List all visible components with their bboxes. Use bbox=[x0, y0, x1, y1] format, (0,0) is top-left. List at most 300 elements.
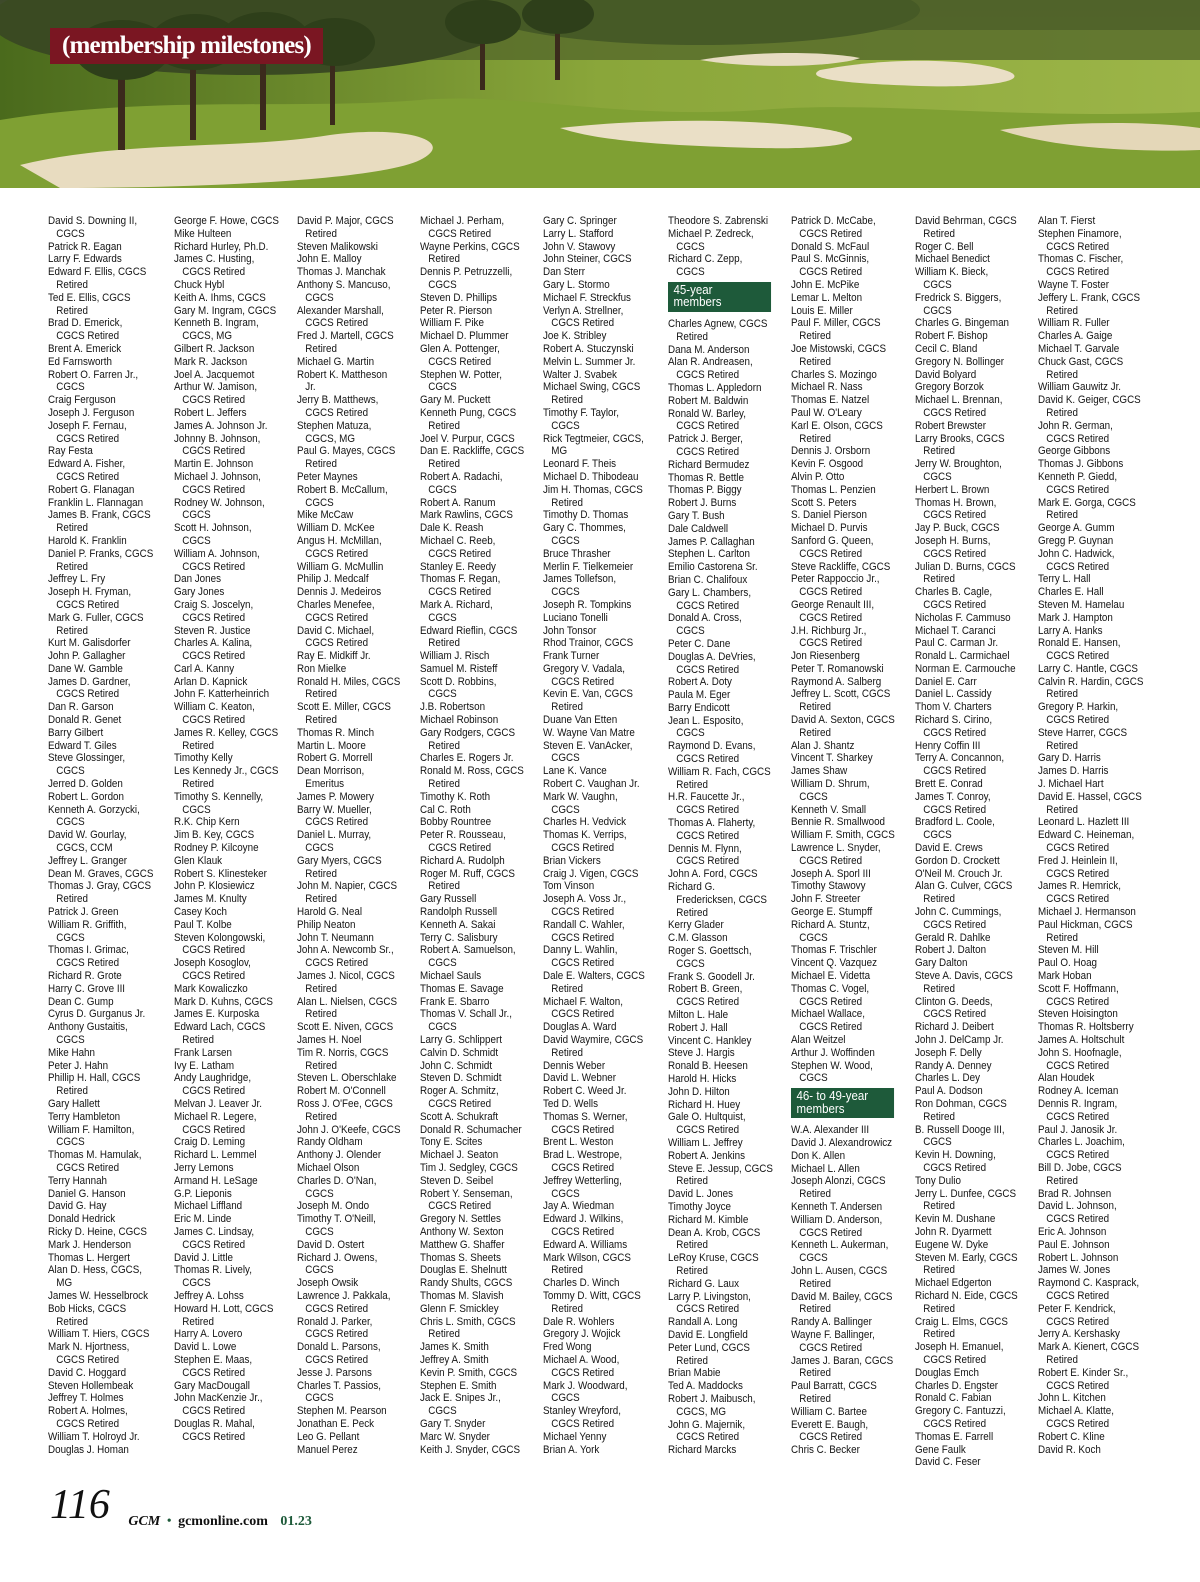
member-name: Jonathan E. Peck bbox=[297, 1417, 375, 1430]
member-name: Duane Van Etten bbox=[543, 714, 618, 727]
member-name: Stephen E. Smith bbox=[420, 1379, 497, 1392]
member-name: Peter F. Kendrick, bbox=[1038, 1302, 1116, 1315]
member-entry bbox=[915, 1252, 1025, 1278]
member-name: David Waymire, CGCS bbox=[543, 1034, 644, 1046]
member-entry bbox=[915, 1316, 1025, 1342]
member-name: Craig Ferguson bbox=[48, 394, 116, 407]
member-name: Cecil C. Bland bbox=[915, 342, 978, 355]
member-entry bbox=[297, 919, 407, 932]
member-name: Kevin P. Smith, CGCS bbox=[420, 1366, 518, 1379]
member-entry bbox=[791, 561, 901, 574]
member-name: Mark Hoban bbox=[1038, 970, 1092, 983]
member-entry bbox=[543, 996, 653, 1022]
member-name: Paul Hickman, CGCS bbox=[1038, 918, 1133, 931]
member-name: Gordon D. Crockett bbox=[915, 854, 1000, 867]
member-credential: CGCS bbox=[799, 1072, 828, 1085]
member-entry bbox=[420, 1136, 530, 1149]
member-entry bbox=[791, 970, 901, 983]
member-name: Rodney A. Iceman bbox=[1038, 1085, 1119, 1098]
member-entry bbox=[791, 420, 901, 446]
member-name: Randy A. Denney bbox=[915, 1059, 992, 1072]
member-name: Alan T. Fierst bbox=[1038, 215, 1096, 227]
member-name: Larry Brooks, CGCS bbox=[915, 432, 1005, 445]
member-entry bbox=[297, 932, 407, 945]
member-name: Joseph M. Ondo bbox=[297, 1200, 370, 1213]
member-credential: Retired bbox=[305, 982, 337, 995]
member-name: William R. Fuller bbox=[1038, 317, 1110, 330]
member-entry bbox=[1038, 1188, 1148, 1201]
member-name: Dennis R. Ingram, bbox=[1038, 1097, 1118, 1110]
member-entry bbox=[174, 1380, 284, 1393]
member-entry bbox=[297, 625, 407, 651]
member-credential: Retired bbox=[1046, 1353, 1078, 1366]
member-entry bbox=[668, 676, 778, 689]
member-credential: CGCS Retired bbox=[676, 753, 740, 766]
member-name: Joseph F. Delly bbox=[915, 1046, 982, 1059]
member-name: Peter C. Dane bbox=[668, 637, 731, 650]
member-name: Peter Rappoccio Jr., bbox=[791, 573, 880, 586]
member-credential: CGCS bbox=[676, 957, 705, 970]
member-entry bbox=[915, 1341, 1025, 1367]
member-entry bbox=[791, 919, 901, 945]
member-name: Steven L. Oberschlake bbox=[297, 1072, 397, 1085]
member-credential: Retired bbox=[428, 419, 460, 432]
member-entry bbox=[420, 765, 530, 791]
member-credential: CGCS bbox=[56, 381, 85, 394]
member-name: Jay P. Buck, CGCS bbox=[915, 522, 1000, 535]
member-column bbox=[1038, 215, 1148, 1456]
member-name: Robert A. Jenkins bbox=[668, 1149, 746, 1162]
member-name: Stephen L. Carlton bbox=[668, 548, 750, 561]
member-name: Mike Hulteen bbox=[174, 227, 232, 240]
member-credential: Retired bbox=[676, 330, 708, 343]
member-entry bbox=[48, 1252, 158, 1265]
member-name: Michael P. Zedreck, bbox=[668, 227, 754, 240]
member-entry bbox=[420, 509, 530, 522]
member-entry bbox=[915, 381, 1025, 394]
member-entry bbox=[1038, 522, 1148, 535]
member-entry bbox=[420, 983, 530, 996]
section-heading-line: 45-year bbox=[673, 282, 713, 297]
member-credential: CGCS bbox=[182, 1277, 211, 1290]
member-name: Kurt M. Galisdorfer bbox=[48, 637, 131, 650]
member-entry bbox=[668, 228, 778, 254]
member-entry bbox=[297, 663, 407, 676]
member-credential: CGCS Retired bbox=[1046, 1417, 1110, 1430]
member-name: Donald Hedrick bbox=[48, 1213, 116, 1226]
member-name: Lawrence L. Snyder, bbox=[791, 842, 881, 855]
member-name: Charles Agnew, CGCS bbox=[668, 317, 768, 330]
member-entry bbox=[543, 1316, 653, 1329]
member-name: Bobby Rountree bbox=[420, 816, 492, 829]
member-name: Douglas A. Ward bbox=[543, 1021, 617, 1034]
member-entry bbox=[420, 1380, 530, 1393]
member-name: Carl A. Kanny bbox=[174, 662, 235, 675]
member-name: Edward Lach, CGCS bbox=[174, 1021, 266, 1034]
member-entry bbox=[668, 1060, 778, 1073]
member-entry bbox=[420, 650, 530, 663]
member-entry bbox=[543, 458, 653, 471]
member-entry bbox=[297, 727, 407, 740]
member-name: James B. Frank, CGCS bbox=[48, 509, 151, 522]
member-credential: Retired bbox=[923, 573, 955, 586]
member-entry bbox=[668, 702, 778, 715]
member-entry bbox=[174, 842, 284, 855]
member-credential: Retired bbox=[56, 304, 88, 317]
member-entry bbox=[791, 1214, 901, 1240]
member-entry bbox=[915, 1456, 1025, 1469]
member-entry bbox=[297, 1034, 407, 1047]
member-entry bbox=[297, 1021, 407, 1034]
member-entry bbox=[791, 458, 901, 471]
member-name: Emilio Castorena Sr. bbox=[668, 561, 758, 574]
member-name: William D. McKee bbox=[297, 522, 375, 535]
member-name: Steve E. Jessup, CGCS bbox=[668, 1162, 773, 1175]
member-credential: CGCS Retired bbox=[1046, 842, 1110, 855]
member-name: Robert J. Hall bbox=[668, 1021, 728, 1034]
member-name: Paul F. Miller, CGCS bbox=[791, 317, 881, 330]
member-name: Bennie R. Smallwood bbox=[791, 816, 886, 829]
member-name: Patrick R. Eagan bbox=[48, 240, 122, 253]
member-name: James W. Jones bbox=[1038, 1264, 1111, 1277]
member-entry bbox=[174, 906, 284, 919]
member-entry bbox=[791, 1265, 901, 1291]
member-entry bbox=[297, 1124, 407, 1137]
member-entry bbox=[791, 804, 901, 817]
member-entry bbox=[297, 394, 407, 420]
issue-date: 01.23 bbox=[280, 1514, 312, 1529]
member-entry bbox=[791, 599, 901, 625]
member-name: Mark Wilson, CGCS bbox=[543, 1251, 631, 1264]
member-entry bbox=[48, 1188, 158, 1201]
member-entry bbox=[791, 880, 901, 893]
member-entry bbox=[1038, 1392, 1148, 1405]
member-entry bbox=[174, 701, 284, 727]
member-entry bbox=[48, 1264, 158, 1290]
member-name: Timothy T. O'Neill, bbox=[297, 1213, 376, 1226]
member-entry bbox=[791, 343, 901, 369]
member-name: Patrick D. McCabe, bbox=[791, 215, 876, 227]
member-entry bbox=[297, 1277, 407, 1290]
member-name: George A. Gumm bbox=[1038, 522, 1115, 535]
member-name: Eric M. Linde bbox=[174, 1213, 232, 1226]
member-credential: CGCS Retired bbox=[305, 637, 369, 650]
member-name: Larry A. Hanks bbox=[1038, 624, 1103, 637]
member-entry bbox=[543, 868, 653, 881]
member-name: Charles D. Winch bbox=[543, 1277, 620, 1290]
member-entry bbox=[915, 650, 1025, 663]
member-entry bbox=[1038, 1047, 1148, 1073]
member-name: Julian D. Burns, CGCS bbox=[915, 560, 1016, 573]
member-name: Edward Rieflin, CGCS bbox=[420, 624, 518, 637]
member-credential: Retired bbox=[676, 1264, 708, 1277]
member-name: Armand H. LeSage bbox=[174, 1174, 258, 1187]
member-name: Richard M. Kimble bbox=[668, 1213, 749, 1226]
member-credential: CGCS Retired bbox=[305, 1302, 369, 1315]
member-name: R.K. Chip Kern bbox=[174, 816, 240, 829]
member-credential: MG bbox=[56, 1277, 73, 1290]
member-name: Dennis Weber bbox=[543, 1059, 606, 1072]
member-name: Steve A. Davis, CGCS bbox=[915, 970, 1013, 983]
member-name: Michael J. Hermanson bbox=[1038, 906, 1136, 919]
member-entry bbox=[791, 509, 901, 522]
member-entry bbox=[420, 1213, 530, 1226]
member-name: Thomas A. Flaherty, bbox=[668, 817, 756, 830]
member-entry bbox=[174, 253, 284, 279]
member-entry bbox=[174, 356, 284, 369]
member-entry bbox=[543, 266, 653, 279]
member-entry bbox=[668, 472, 778, 485]
member-name: Michael F. Streckfus bbox=[543, 291, 631, 304]
member-column bbox=[420, 215, 530, 1456]
member-credential: CGCS Retired bbox=[56, 1417, 120, 1430]
member-entry bbox=[420, 970, 530, 983]
member-name: George Renault III, bbox=[791, 598, 875, 611]
member-name: Scott S. Peters bbox=[791, 496, 857, 509]
member-name: Johnny B. Johnson, bbox=[174, 432, 261, 445]
member-credential: Retired bbox=[428, 637, 460, 650]
member-name: Ted D. Wells bbox=[543, 1097, 599, 1110]
member-entry bbox=[543, 561, 653, 574]
website-link[interactable]: gcmonline.com bbox=[178, 1514, 268, 1529]
member-name: Brent A. Emerick bbox=[48, 342, 122, 355]
member-entry bbox=[174, 829, 284, 842]
member-name: Lemar L. Melton bbox=[791, 291, 863, 304]
member-name: Charles T. Passios, bbox=[297, 1379, 381, 1392]
member-entry bbox=[420, 816, 530, 829]
member-entry bbox=[1038, 471, 1148, 497]
member-entry bbox=[543, 944, 653, 970]
member-entry bbox=[48, 535, 158, 548]
member-name: Edward A. Williams bbox=[543, 1238, 628, 1251]
member-entry bbox=[174, 625, 284, 638]
member-entry bbox=[915, 1098, 1025, 1124]
member-entry bbox=[915, 1060, 1025, 1073]
member-name: James R. Kelley, CGCS bbox=[174, 726, 279, 739]
member-name: Bradford L. Coole, bbox=[915, 816, 995, 829]
member-name: Norman E. Carmouche bbox=[915, 662, 1016, 675]
member-name: David G. Hay bbox=[48, 1200, 107, 1213]
member-credential: CGCS Retired bbox=[305, 957, 369, 970]
member-name: Frank Turner bbox=[543, 650, 600, 663]
member-name: Thomas J. Manchak bbox=[297, 266, 386, 279]
member-entry bbox=[668, 638, 778, 651]
member-name: Danny L. Wahlin, bbox=[543, 944, 618, 957]
member-name: Barry Gilbert bbox=[48, 726, 104, 739]
member-entry bbox=[297, 1444, 407, 1457]
member-entry bbox=[297, 1431, 407, 1444]
member-name: Tommy D. Witt, CGCS bbox=[543, 1289, 641, 1302]
member-name: Robert G. Morrell bbox=[297, 752, 373, 765]
member-entry bbox=[668, 971, 778, 984]
member-entry bbox=[791, 829, 901, 842]
member-credential: Retired bbox=[923, 445, 955, 458]
member-name: Gary L. Stormo bbox=[543, 278, 610, 291]
member-entry bbox=[174, 1418, 284, 1444]
member-entry bbox=[1038, 1303, 1148, 1329]
section-heading bbox=[668, 282, 771, 312]
member-entry bbox=[1038, 906, 1148, 919]
member-entry bbox=[1038, 573, 1148, 586]
member-name: Charles A. Gaige bbox=[1038, 330, 1113, 343]
member-credential: CGCS Retired bbox=[428, 842, 492, 855]
member-entry bbox=[420, 944, 530, 970]
member-name: Ray Festa bbox=[48, 445, 93, 458]
member-entry bbox=[668, 740, 778, 766]
member-credential: CGCS bbox=[923, 470, 952, 483]
member-entry bbox=[48, 944, 158, 970]
member-entry bbox=[543, 1380, 653, 1406]
member-credential: CGCS bbox=[799, 931, 828, 944]
member-entry bbox=[174, 983, 284, 996]
member-name: Alan Houdek bbox=[1038, 1072, 1095, 1085]
member-entry bbox=[297, 791, 407, 804]
member-credential: CGCS Retired bbox=[1046, 1110, 1110, 1123]
member-name: Thomas R. Holtsberry bbox=[1038, 1021, 1134, 1034]
member-name: Alvin P. Otto bbox=[791, 470, 845, 483]
member-entry bbox=[297, 215, 407, 241]
member-name: Phillip H. Hall, CGCS bbox=[48, 1072, 141, 1085]
member-entry bbox=[297, 330, 407, 356]
member-entry bbox=[48, 317, 158, 343]
member-entry bbox=[1038, 1226, 1148, 1239]
member-name: Jerry W. Broughton, bbox=[915, 458, 1002, 471]
member-name: Milton L. Hale bbox=[668, 1009, 729, 1022]
member-entry bbox=[174, 1328, 284, 1341]
member-credential: CGCS Retired bbox=[182, 1366, 246, 1379]
member-name: John E. Malloy bbox=[297, 253, 362, 266]
member-name: Brian Mabie bbox=[668, 1367, 721, 1380]
member-name: Steve Rackliffe, CGCS bbox=[791, 560, 891, 573]
member-entry bbox=[297, 1149, 407, 1162]
member-entry bbox=[48, 1431, 158, 1444]
member-name: Ronald W. Barley, bbox=[668, 407, 746, 420]
member-entry bbox=[420, 1175, 530, 1188]
member-name: Thomas L. Penzien bbox=[791, 483, 876, 496]
member-name: Steven M. Hamelau bbox=[1038, 598, 1125, 611]
member-entry bbox=[543, 228, 653, 241]
member-entry bbox=[915, 292, 1025, 318]
member-entry bbox=[791, 241, 901, 254]
member-name: Thom V. Charters bbox=[915, 701, 992, 714]
member-name: Charles E. Hall bbox=[1038, 586, 1104, 599]
member-entry bbox=[915, 906, 1025, 932]
member-entry bbox=[48, 369, 158, 395]
member-name: Edward A. Fisher, bbox=[48, 458, 126, 471]
member-name: Martin E. Johnson bbox=[174, 458, 254, 471]
member-credential: Retired bbox=[551, 982, 583, 995]
member-entry bbox=[420, 292, 530, 305]
member-name: Anthony S. Mancuso, bbox=[297, 278, 391, 291]
member-name: Richard Hurley, Ph.D. bbox=[174, 240, 269, 253]
member-entry bbox=[174, 497, 284, 523]
member-name: Paul W. O'Leary bbox=[791, 406, 862, 419]
member-name: Michael R. Legere, bbox=[174, 1110, 257, 1123]
member-name: Everett E. Baugh, bbox=[791, 1418, 869, 1431]
member-entry bbox=[543, 522, 653, 548]
member-entry bbox=[48, 1047, 158, 1060]
member-entry bbox=[791, 484, 901, 497]
member-entry bbox=[668, 817, 778, 843]
member-entry bbox=[543, 1175, 653, 1201]
member-name: William K. Bieck, bbox=[915, 266, 989, 279]
member-entry bbox=[543, 433, 653, 459]
member-entry bbox=[668, 1150, 778, 1163]
member-name: Thomas E. Natzel bbox=[791, 394, 870, 407]
member-name: Clinton G. Deeds, bbox=[915, 995, 993, 1008]
member-name: Joseph R. Tompkins bbox=[543, 598, 632, 611]
member-name: James R. Hemrick, bbox=[1038, 880, 1122, 893]
member-entry bbox=[174, 663, 284, 676]
member-entry bbox=[668, 715, 778, 741]
member-name: Ronald C. Fabian bbox=[915, 1392, 992, 1405]
member-entry bbox=[668, 932, 778, 945]
member-entry bbox=[174, 1188, 284, 1201]
member-credential: CGCS Retired bbox=[56, 330, 120, 343]
member-name: Alan R. Andreasen, bbox=[668, 356, 753, 369]
member-credential: CGCS Retired bbox=[923, 406, 987, 419]
member-name: Dale R. Wohlers bbox=[543, 1315, 615, 1328]
member-name: Ronald E. Hansen, bbox=[1038, 637, 1121, 650]
member-name: William F. Smith, CGCS bbox=[791, 829, 895, 842]
member-name: Michael Liffland bbox=[174, 1200, 243, 1213]
member-name: Gary Jones bbox=[174, 586, 225, 599]
member-credential: CGCS bbox=[923, 829, 952, 842]
member-entry bbox=[543, 1341, 653, 1354]
member-name: Michael G. Martin bbox=[297, 355, 375, 368]
member-entry bbox=[420, 906, 530, 919]
member-entry bbox=[1038, 637, 1148, 663]
member-credential: Retired bbox=[305, 867, 337, 880]
member-credential: Retired bbox=[551, 394, 583, 407]
member-name: Karl E. Olson, CGCS bbox=[791, 419, 883, 432]
member-credential: CGCS Retired bbox=[1046, 1149, 1110, 1162]
member-credential: CGCS bbox=[676, 625, 705, 638]
member-entry bbox=[420, 1252, 530, 1265]
member-entry bbox=[297, 1290, 407, 1316]
member-entry bbox=[543, 330, 653, 343]
member-entry bbox=[915, 663, 1025, 676]
member-entry bbox=[297, 855, 407, 881]
member-credential: CGCS Retired bbox=[923, 547, 987, 560]
member-entry bbox=[297, 369, 407, 395]
member-name: Charles D. O'Nan, bbox=[297, 1174, 377, 1187]
member-name: Harold K. Franklin bbox=[48, 534, 127, 547]
member-entry bbox=[791, 714, 901, 740]
member-name: Paul O. Hoag bbox=[1038, 957, 1098, 970]
member-credential: CGCS Retired bbox=[56, 1161, 120, 1174]
member-name: Brent L. Weston bbox=[543, 1136, 614, 1149]
member-name: Michael T. Garvale bbox=[1038, 342, 1120, 355]
member-entry bbox=[791, 778, 901, 804]
member-name: David D. Ostert bbox=[297, 1238, 365, 1251]
member-entry bbox=[297, 650, 407, 663]
member-entry bbox=[420, 919, 530, 932]
member-name: Ronald M. Ross, CGCS bbox=[420, 765, 524, 778]
member-name: Anthony W. Sexton bbox=[420, 1225, 504, 1238]
member-entry bbox=[791, 381, 901, 394]
member-entry bbox=[174, 369, 284, 382]
member-credential: CGCS bbox=[56, 931, 85, 944]
member-name: James C. Lindsay, bbox=[174, 1225, 255, 1238]
member-entry bbox=[543, 663, 653, 689]
member-name: Michael Robinson bbox=[420, 714, 499, 727]
member-entry bbox=[915, 1405, 1025, 1431]
member-entry bbox=[174, 279, 284, 292]
member-entry bbox=[297, 1316, 407, 1342]
member-entry bbox=[791, 279, 901, 292]
member-credential: CGCS bbox=[428, 483, 457, 496]
